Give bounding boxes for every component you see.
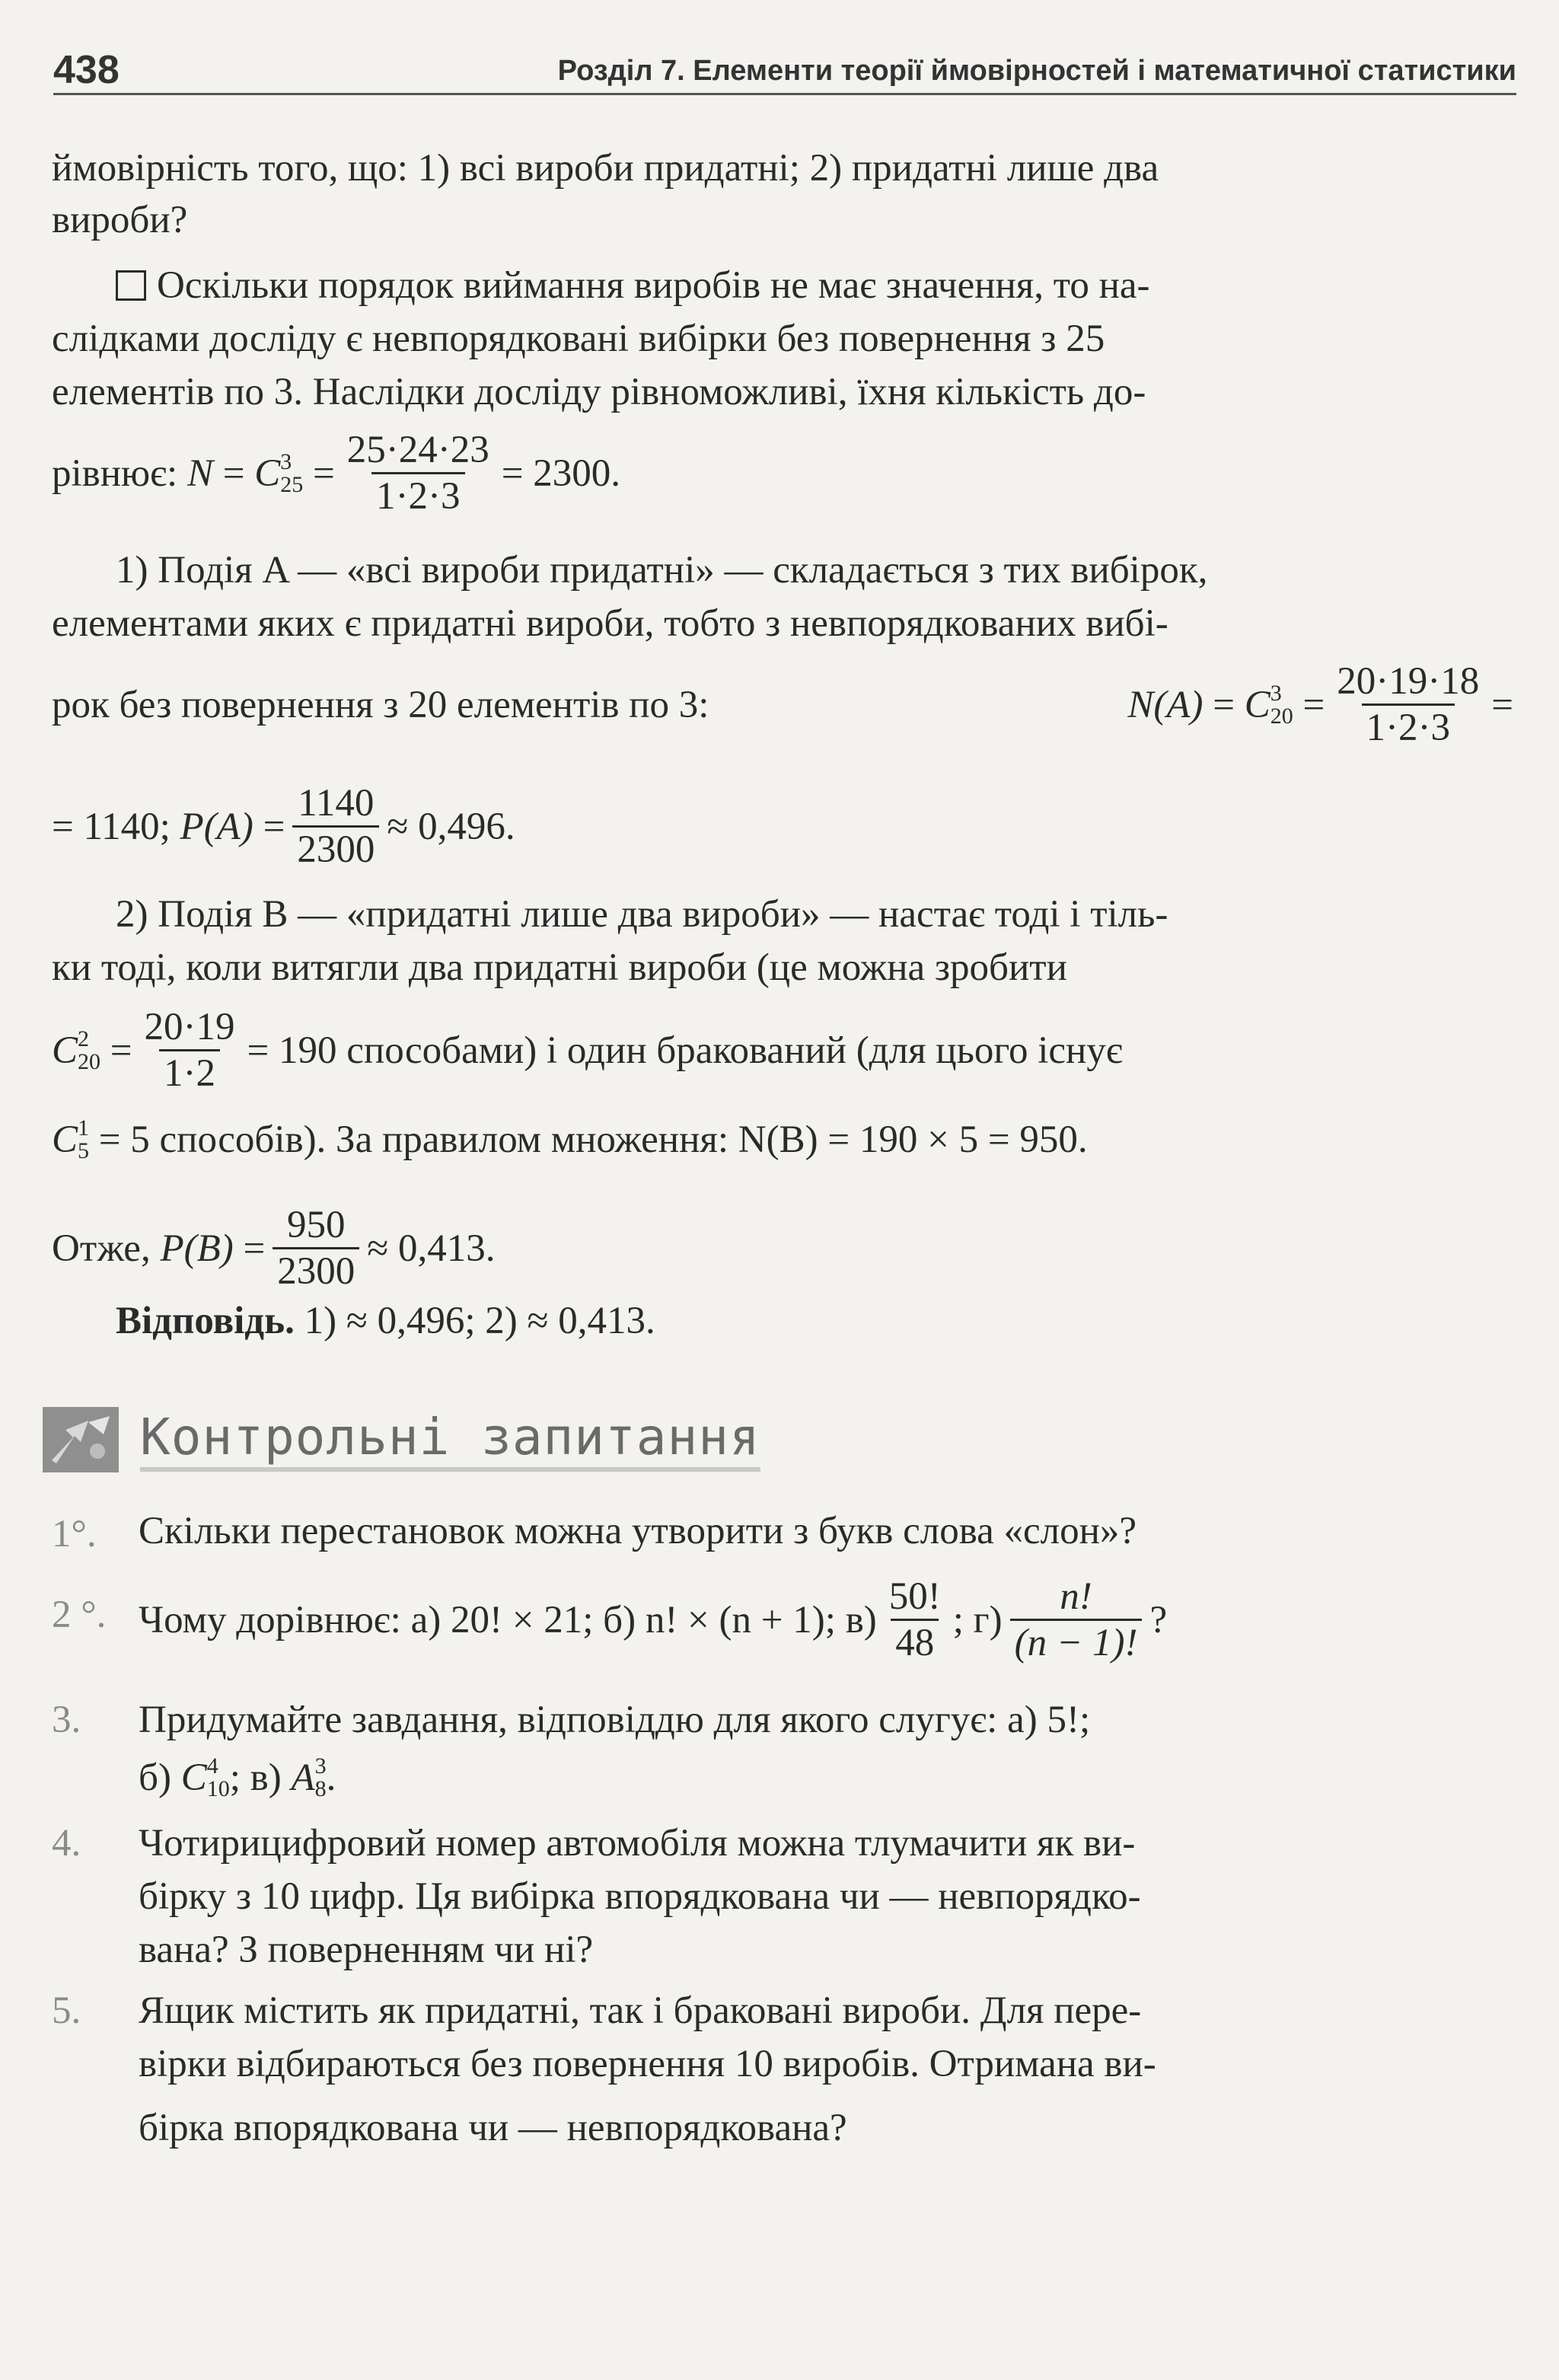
question-2 bbox=[139, 1574, 1513, 1665]
running-head: Розділ 7. Елементи теорії ймовірностей і математичної статистики bbox=[557, 55, 1516, 87]
question-text: ; г) bbox=[952, 1598, 1003, 1641]
numerator: 1140 bbox=[298, 782, 375, 825]
question-5-line-1 bbox=[139, 1987, 1513, 2034]
denominator: 1·2·3 bbox=[1362, 703, 1455, 750]
superscript: 2 bbox=[78, 1026, 90, 1051]
superscript: 3 bbox=[1270, 680, 1282, 706]
numerator: n! bbox=[1060, 1575, 1092, 1618]
question-text: вірки відбираються без повернення 10 виробів. Отримана ви- bbox=[139, 2043, 1156, 2085]
text: 1) Подія A — «всі вироби придатні» — складається з тих вибірок, bbox=[116, 549, 1208, 592]
superscript: 3 bbox=[280, 448, 292, 474]
section-title: Контрольні запитання bbox=[140, 1408, 760, 1472]
question-number: 5. bbox=[52, 1989, 81, 2032]
subscript: 10 bbox=[206, 1776, 230, 1801]
text: ймовірність того, що: 1) всі вироби придатні; 2) придатні лише два bbox=[52, 147, 1159, 190]
text: = 1140; bbox=[52, 805, 171, 848]
superscript: 4 bbox=[206, 1753, 218, 1779]
text: слідками досліду є невпорядковані вибірки без повернення з 25 bbox=[52, 317, 1105, 360]
question-4-line-3 bbox=[139, 1926, 1513, 1973]
body-line bbox=[52, 196, 1513, 244]
question-5-line-2 bbox=[139, 2040, 1513, 2088]
answer-line bbox=[116, 1297, 1513, 1345]
question-3-line-1 bbox=[139, 1696, 1513, 1744]
question-number: 2 °. bbox=[52, 1594, 107, 1636]
denominator: 48 bbox=[891, 1619, 939, 1665]
question-text: Чому дорівнює: а) 20! × 21; б) n! × (n + 1); в) bbox=[139, 1598, 877, 1641]
text: 2) Подія B — «придатні лише два вироби» — настає тоді і тіль- bbox=[116, 893, 1168, 936]
formula-line: рівнює: N = C 3 25 = $\frac{25\cdot 24\cdot 23}{1\cdot 2\cdot 3}$ = 2300. bbox=[52, 429, 621, 518]
subscript: 5 bbox=[78, 1138, 90, 1163]
body-line bbox=[116, 262, 1513, 309]
math-var: C bbox=[254, 451, 281, 495]
question-text: бірку з 10 цифр. Ця вибірка впорядкована чи — невпорядко- bbox=[139, 1875, 1141, 1918]
math-var: P(A) bbox=[180, 805, 253, 848]
question-text: Скільки перестановок можна утворити з букв слова «слон»? bbox=[139, 1510, 1137, 1552]
question-4-line-1 bbox=[139, 1820, 1513, 1867]
text: = 190 способами) і один бракований (для цього існує bbox=[247, 1029, 1123, 1072]
fraction bbox=[1332, 659, 1484, 750]
fraction bbox=[292, 781, 379, 872]
body-line bbox=[52, 944, 1513, 991]
question-text: ? bbox=[1149, 1598, 1168, 1641]
math-var: P(B) bbox=[160, 1227, 234, 1270]
text: = 5 способів). За правилом множення: N(B) = 190 × 5 = 950. bbox=[98, 1118, 1088, 1161]
text: рівнює: bbox=[52, 451, 178, 495]
math-var: N(A) bbox=[1127, 683, 1204, 726]
text: рок без повернення з 20 елементів по 3: bbox=[52, 683, 709, 726]
superscript: 3 bbox=[314, 1753, 327, 1779]
question-text: бірка впорядкована чи — невпорядкована? bbox=[139, 2107, 847, 2149]
section-heading bbox=[43, 1407, 819, 1472]
answer-label: Відповідь. bbox=[116, 1300, 295, 1342]
numerator: 20·19·18 bbox=[1337, 660, 1480, 703]
text: елементами яких є придатні вироби, тобто з невпорядкованих вибі- bbox=[52, 602, 1168, 645]
body-line bbox=[52, 315, 1513, 362]
text: елементів по 3. Наслідки досліду рівноможливі, їхня кількість до- bbox=[52, 371, 1146, 413]
questions-icon bbox=[43, 1407, 119, 1472]
denominator: 1·2 bbox=[159, 1049, 220, 1096]
formula-line bbox=[52, 1116, 1513, 1163]
body-line bbox=[116, 891, 1513, 938]
denominator: 2300 bbox=[273, 1247, 359, 1294]
formula-line: Отже, P(B) = $\frac{950}{2300}$ ≈ 0,413. bbox=[52, 1204, 496, 1293]
page-header bbox=[53, 47, 1516, 95]
math-var: C bbox=[52, 1118, 78, 1161]
math-var: C bbox=[180, 1756, 207, 1799]
question-number: 1°. bbox=[52, 1513, 97, 1555]
subscript: 8 bbox=[314, 1776, 327, 1801]
question-text: Придумайте завдання, відповіддю для якого слугує: а) 5!; bbox=[139, 1699, 1091, 1741]
subscript: 20 bbox=[1270, 703, 1293, 729]
text: ≈ 0,496. bbox=[387, 805, 515, 848]
fraction bbox=[1010, 1574, 1143, 1665]
denominator: 1·2·3 bbox=[371, 472, 464, 518]
checkbox-icon bbox=[116, 270, 146, 301]
text: ≈ 0,413. bbox=[367, 1227, 496, 1270]
math-var: A bbox=[291, 1756, 315, 1799]
question-text: Ящик містить як придатні, так і браковані вироби. Для пере- bbox=[139, 1989, 1142, 2032]
question-3-line-2 bbox=[139, 1754, 1513, 1801]
body-line bbox=[52, 145, 1513, 192]
subscript: 20 bbox=[78, 1048, 101, 1074]
fraction bbox=[885, 1574, 945, 1665]
page-number: 438 bbox=[53, 48, 120, 92]
superscript: 1 bbox=[78, 1115, 90, 1141]
question-number: 4. bbox=[52, 1822, 81, 1865]
denominator: 2300 bbox=[292, 825, 379, 872]
question-text: б) bbox=[139, 1756, 171, 1799]
numerator: 25·24·23 bbox=[346, 429, 489, 471]
question-number: 3. bbox=[52, 1699, 81, 1741]
fraction bbox=[273, 1203, 359, 1294]
question-text: Чотирицифровий номер автомобіля можна тлумачити як ви- bbox=[139, 1822, 1136, 1865]
body-line bbox=[116, 547, 1513, 594]
math-var: N bbox=[187, 451, 213, 495]
text: Отже, bbox=[52, 1227, 151, 1270]
question-text: . bbox=[326, 1756, 336, 1799]
fraction bbox=[343, 428, 494, 518]
formula-line: рок без повернення з 20 елементів по 3: N(A) = C 3 20 = $\frac{20\cdot 19\cdot 18}{1\cdot 2\cdot 3}$ = bbox=[52, 660, 1513, 749]
fraction bbox=[140, 1005, 240, 1096]
body-line bbox=[52, 600, 1513, 647]
math-var: C bbox=[52, 1029, 78, 1072]
question-text: ; в) bbox=[229, 1756, 282, 1799]
answer-text: 1) ≈ 0,496; 2) ≈ 0,413. bbox=[304, 1300, 655, 1342]
numerator: 20·19 bbox=[144, 1006, 235, 1048]
question-4-line-2 bbox=[139, 1873, 1513, 1920]
text: ки тоді, коли витягли два придатні вироби (це можна зробити bbox=[52, 946, 1067, 989]
text: Оскільки порядок виймання виробів не має значення, то на- bbox=[157, 264, 1150, 307]
question-text: вана? З поверненням чи ні? bbox=[139, 1929, 594, 1971]
question-1 bbox=[139, 1507, 1513, 1555]
numerator: 50! bbox=[888, 1575, 941, 1618]
formula-line: C 2 20 = $\frac{20\cdot 19}{1\cdot 2}$ = 190 способами) і один бракований (для цього існує bbox=[52, 1006, 1123, 1095]
text: = 2300. bbox=[501, 451, 621, 495]
text: вироби? bbox=[52, 199, 188, 241]
formula-line: = 1140; P(A) = $\frac{1140}{2300}$ ≈ 0,496. bbox=[52, 782, 515, 871]
numerator: 950 bbox=[287, 1204, 346, 1246]
body-line bbox=[52, 368, 1513, 416]
denominator: (n − 1)! bbox=[1010, 1619, 1143, 1665]
subscript: 25 bbox=[280, 471, 304, 497]
math-var: C bbox=[1244, 683, 1270, 726]
question-5-line-3 bbox=[139, 2104, 1513, 2152]
